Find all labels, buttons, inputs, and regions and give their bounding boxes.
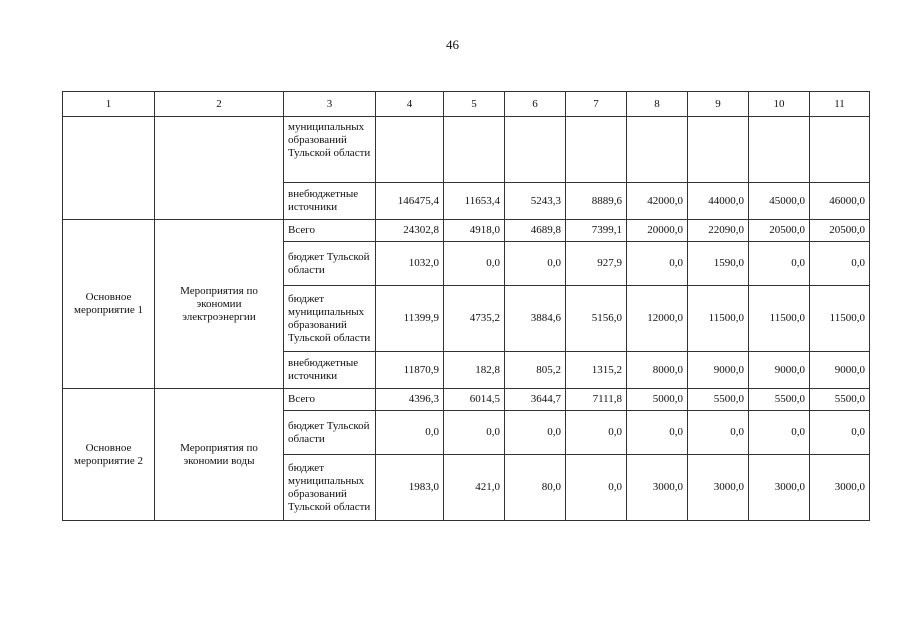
header-cell: 9 [688, 92, 749, 117]
table-cell: 11500,0 [749, 286, 810, 352]
table-cell: 11500,0 [688, 286, 749, 352]
table-cell: 0,0 [749, 242, 810, 286]
table-cell [444, 117, 505, 183]
table-cell: 4396,3 [376, 389, 444, 411]
table-cell: 1590,0 [688, 242, 749, 286]
table-cell: 0,0 [810, 242, 870, 286]
header-cell: 10 [749, 92, 810, 117]
header-cell: 2 [155, 92, 284, 117]
table-cell: 7111,8 [566, 389, 627, 411]
table-cell: 6014,5 [444, 389, 505, 411]
table-cell: 3000,0 [810, 455, 870, 521]
table-cell: 80,0 [505, 455, 566, 521]
header-cell: 8 [627, 92, 688, 117]
table-cell [688, 117, 749, 183]
table-cell: 11399,9 [376, 286, 444, 352]
table-cell: 8000,0 [627, 352, 688, 389]
row-label: бюджет муниципальных образований Тульской области [284, 455, 376, 521]
row-label: бюджет Тульской области [284, 242, 376, 286]
table-cell: 5243,3 [505, 183, 566, 220]
table-cell: 0,0 [376, 411, 444, 455]
table-cell: 24302,8 [376, 220, 444, 242]
table-cell: 4918,0 [444, 220, 505, 242]
table-cell: 146475,4 [376, 183, 444, 220]
row-label: внебюджетные источники [284, 183, 376, 220]
group-description: Мероприятия по экономии воды [155, 389, 284, 521]
table-cell: 0,0 [627, 411, 688, 455]
table-cell: 9000,0 [810, 352, 870, 389]
table-cell: 4689,8 [505, 220, 566, 242]
row-label: внебюджетные источники [284, 352, 376, 389]
header-cell: 6 [505, 92, 566, 117]
table-cell: 5000,0 [627, 389, 688, 411]
table-cell: 20500,0 [810, 220, 870, 242]
header-cell: 4 [376, 92, 444, 117]
header-row [63, 92, 870, 117]
table-cell: 0,0 [444, 411, 505, 455]
header-cell: 1 [63, 92, 155, 117]
table-row [63, 389, 870, 411]
table-cell [749, 117, 810, 183]
row-label: бюджет Тульской области [284, 411, 376, 455]
table-cell [155, 117, 284, 220]
table-cell: 0,0 [627, 242, 688, 286]
table-cell: 20000,0 [627, 220, 688, 242]
group-description: Мероприятия по экономии электроэнергии [155, 220, 284, 389]
table-cell: 0,0 [749, 411, 810, 455]
table-cell: 11870,9 [376, 352, 444, 389]
table-cell: 0,0 [810, 411, 870, 455]
table-cell: 0,0 [444, 242, 505, 286]
row-label: Всего [284, 220, 376, 242]
table-cell: 3000,0 [688, 455, 749, 521]
header-cell: 5 [444, 92, 505, 117]
table-cell: 3884,6 [505, 286, 566, 352]
table-cell: 421,0 [444, 455, 505, 521]
header-cell: 3 [284, 92, 376, 117]
table-cell: 0,0 [505, 411, 566, 455]
table-cell: 3644,7 [505, 389, 566, 411]
table-cell: 5156,0 [566, 286, 627, 352]
table-cell: 5500,0 [749, 389, 810, 411]
table-row [63, 220, 870, 242]
table-cell: 9000,0 [688, 352, 749, 389]
table-cell: 4735,2 [444, 286, 505, 352]
table-cell: 7399,1 [566, 220, 627, 242]
table-cell: 5500,0 [688, 389, 749, 411]
table-cell: 927,9 [566, 242, 627, 286]
table-cell: 0,0 [688, 411, 749, 455]
table-cell: 22090,0 [688, 220, 749, 242]
row-label: муниципальных образований Тульской области [284, 117, 376, 183]
table-cell: 9000,0 [749, 352, 810, 389]
table-cell: 5500,0 [810, 389, 870, 411]
header-cell: 11 [810, 92, 870, 117]
table-cell: 0,0 [566, 455, 627, 521]
table-cell: 45000,0 [749, 183, 810, 220]
table-cell: 0,0 [505, 242, 566, 286]
table-cell: 0,0 [566, 411, 627, 455]
table-cell: 11500,0 [810, 286, 870, 352]
budget-table [62, 91, 870, 521]
table-cell [627, 117, 688, 183]
table-cell [63, 117, 155, 220]
table-cell: 805,2 [505, 352, 566, 389]
group-title: Основное мероприятие 2 [63, 389, 155, 521]
table-row [63, 117, 870, 183]
table-cell [810, 117, 870, 183]
table-cell: 11653,4 [444, 183, 505, 220]
row-label: бюджет муниципальных образований Тульской области [284, 286, 376, 352]
table-cell: 12000,0 [627, 286, 688, 352]
table-cell: 8889,6 [566, 183, 627, 220]
table-cell: 3000,0 [627, 455, 688, 521]
group-title: Основное мероприятие 1 [63, 220, 155, 389]
table-cell: 42000,0 [627, 183, 688, 220]
table-cell: 182,8 [444, 352, 505, 389]
table-cell: 1032,0 [376, 242, 444, 286]
row-label: Всего [284, 389, 376, 411]
table-cell [566, 117, 627, 183]
table-cell [376, 117, 444, 183]
table-cell: 1983,0 [376, 455, 444, 521]
table-cell: 1315,2 [566, 352, 627, 389]
table-cell: 46000,0 [810, 183, 870, 220]
table-cell: 20500,0 [749, 220, 810, 242]
table-cell: 3000,0 [749, 455, 810, 521]
header-cell: 7 [566, 92, 627, 117]
table-cell: 44000,0 [688, 183, 749, 220]
page-number: 46 [446, 37, 459, 52]
table-cell [505, 117, 566, 183]
